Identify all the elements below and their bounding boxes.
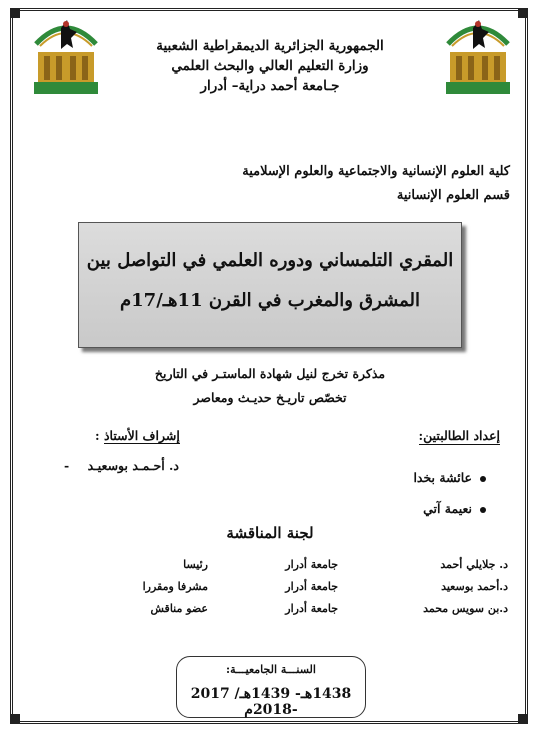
border-corner (518, 714, 528, 724)
list-item (413, 462, 486, 493)
ministry-header (120, 36, 420, 96)
jury-member-role: عضو مناقش (150, 601, 208, 615)
academic-year-value: 1438هـ- 1439هـ/ 2017 -2018م (190, 686, 352, 718)
jury-member-name: د. جلايلي أحمد (440, 557, 508, 571)
thesis-title-line2: المشرق والمغرب في القرن 11هـ/17م (119, 290, 421, 311)
jury-table (88, 553, 508, 619)
academic-year-box (176, 656, 366, 718)
thesis-title-box (78, 222, 462, 348)
supervisor-label-colon: : (95, 428, 104, 443)
university-logo-left (26, 14, 106, 100)
header-republic: الجمهورية الجزائرية الديمقراطية الشعبية (156, 38, 384, 54)
memo-specialty: تخصّص تاريـخ حديـث ومعاصر (193, 390, 347, 405)
jury-member-university: جامعة أدرار (285, 557, 338, 571)
jury-member-role: مشرفا ومقررا (142, 579, 208, 593)
border-corner (10, 8, 20, 18)
bullet-icon (480, 476, 486, 482)
university-logo-icon (438, 14, 518, 100)
faculty-name: كلية العلوم الإنسانية والاجتماعية والعلوم الإسلامية (242, 164, 510, 179)
academic-year-label: السنـــة الجامعيـــة: (226, 663, 316, 676)
faculty-block (242, 160, 510, 208)
border-corner (10, 714, 20, 724)
table-row (88, 597, 508, 619)
bullet-icon (480, 507, 486, 513)
students-list (413, 462, 486, 524)
jury-member-name: د.بن سويس محمد (423, 601, 508, 615)
student-name: عائشة بخدا (413, 470, 472, 485)
supervisor-dash: - (64, 458, 70, 473)
thesis-title-line1: المقري التلمساني ودوره العلمي في التواصل بين (86, 250, 454, 271)
jury-member-university: جامعة أدرار (285, 579, 338, 593)
department-name: قسم العلوم الإنسانية (396, 188, 510, 203)
table-row (88, 575, 508, 597)
memo-description (90, 362, 450, 410)
prepared-by-label: إعداد الطالبتين: (418, 428, 500, 443)
university-logo-icon (26, 14, 106, 100)
table-row (88, 553, 508, 575)
border-corner (518, 8, 528, 18)
jury-member-name: د.أحمد بوسعيد (441, 579, 508, 593)
list-item (413, 493, 486, 524)
jury-member-university: جامعة أدرار (285, 601, 338, 615)
memo-degree: مذكرة تخرج لنيل شهادة الماستـر في التاريخ (154, 366, 386, 381)
jury-title: لجنة المناقشة (226, 524, 314, 542)
supervisor-label (95, 428, 180, 443)
supervisor-label-text: إشراف الأستاذ (103, 428, 180, 443)
supervisor-name-row (64, 458, 179, 473)
supervisor-name: د. أحـمـد بوسعيـد (87, 458, 179, 473)
header-university: جـامعة أحمد دراية– أدرار (200, 78, 340, 94)
student-name: نعيمة آتي (423, 501, 472, 516)
university-logo-right (438, 14, 518, 100)
jury-member-role: رئيسا (183, 557, 208, 571)
header-ministry: وزارة التعليم العالي والبحث العلمي (171, 58, 369, 74)
